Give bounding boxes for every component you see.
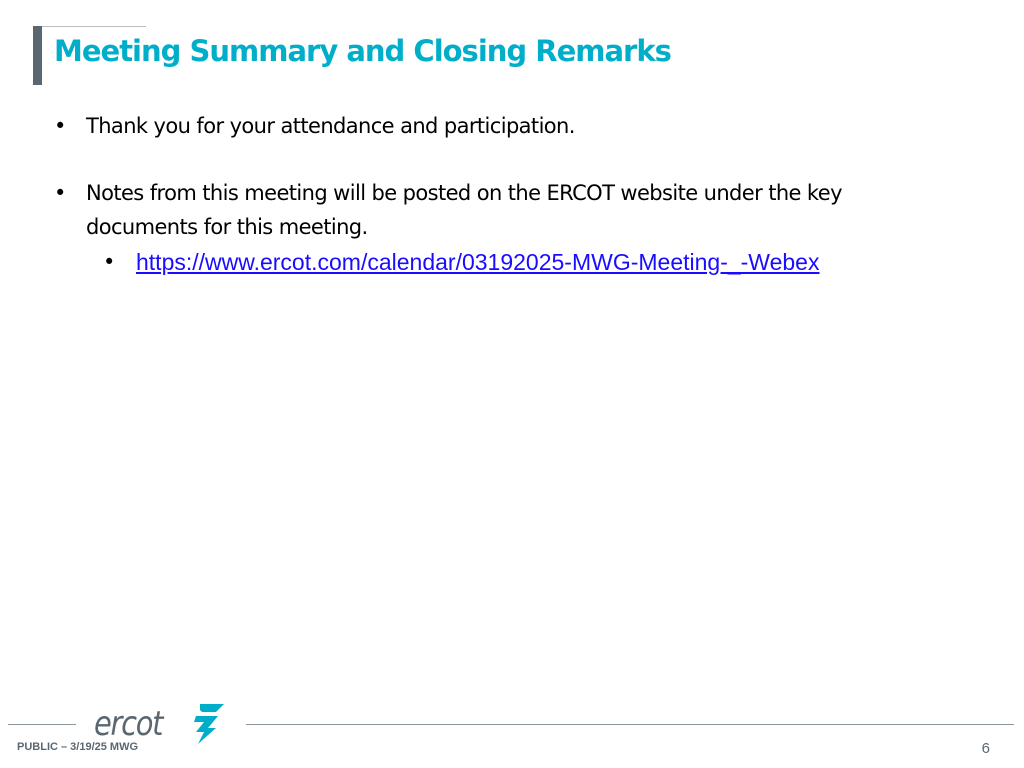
bullet-icon: • <box>54 181 66 205</box>
footer-divider-right <box>246 724 1014 725</box>
bullet-text: Notes from this meeting will be posted on the ERCOT website under the key documents for this meeting. <box>86 181 842 239</box>
footer-label: PUBLIC – 3/19/25 MWG <box>17 741 139 753</box>
page-number: 6 <box>981 740 990 757</box>
slide-title: Meeting Summary and Closing Remarks <box>54 34 671 68</box>
sub-bullet-item-link <box>103 245 923 279</box>
bullet-icon: • <box>54 114 66 138</box>
logo-wordmark: ercot <box>94 704 163 744</box>
lightning-bolt-icon <box>192 702 226 746</box>
title-accent-bar <box>33 26 42 85</box>
meeting-link[interactable]: https://www.ercot.com/calendar/03192025-MWG-Meeting-_-Webex <box>136 249 820 275</box>
footer-divider-left <box>8 724 76 725</box>
bullet-item-attendance <box>54 109 934 143</box>
bullet-text: Thank you for your attendance and participation. <box>86 114 575 138</box>
bullet-item-notes <box>54 176 934 244</box>
bullet-icon: • <box>103 250 116 274</box>
title-accent-line <box>42 26 146 27</box>
